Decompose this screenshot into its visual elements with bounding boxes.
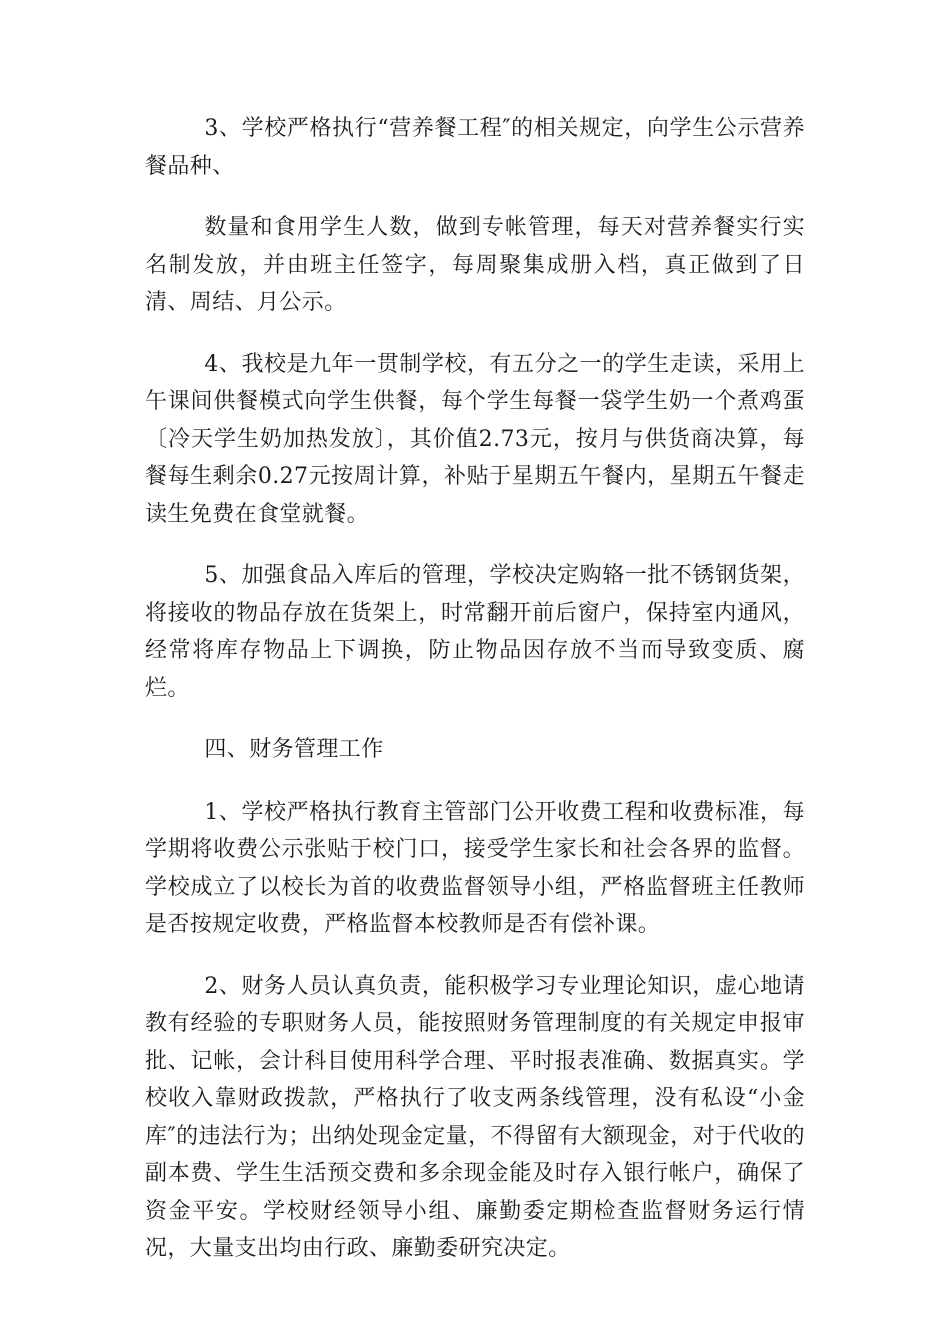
section-heading-finance: 四、财务管理工作 <box>204 737 384 762</box>
paragraph-item-4: 4、我校是九年一贯制学校，有五分之一的学生走读，采用上午课间供餐模式向学生供餐，每个学生每餐一袋学生奶一个煮鸡蛋〔冷天学生奶加热发放〕，其价值2.73元，按月与供货商决算，每餐每生剩余0.27元按周计算，补贴于星期五午餐内，星期五午餐走读生免费在食堂就餐。 <box>145 351 805 527</box>
paragraph-item-5: 5、加强食品入库后的管理，学校决定购辂一批不锈钢货架，将接收的物品存放在货架上，时常翻开前后窗户，保持室内通风，经常将库存物品上下调换，防止物品因存放不当而导致变质、腐烂。 <box>145 563 805 701</box>
paragraph-finance-2: 2、财务人员认真负责，能积极学习专业理论知识，虚心地请教有经验的专职财务人员，能按照财务管理制度的有关规定申报审批、记帐，会计科目使用科学合理、平时报表准确、数据真实。学校收入靠财政拨款，严格执行了收支两条线管理，没有私设“小金库″的违法行为；出纳处现金定量，不得留有大额现金，对于代收的副本费、学生生活预交费和多余现金能及时存入银行帐户，确保了资金平安。学校财经领导小组、廉勤委定期检查监督财务运行情况，大量支出均由行政、廉勤委研究决定。 <box>145 973 805 1261</box>
paragraph-item-3: 3、学校严格执行“营养餐工程″的相关规定，向学生公示营养餐品种、 <box>145 116 805 179</box>
paragraph-item-3-continued: 数量和食用学生人数，做到专帐管理，每天对营养餐实行实名制发放，并由班主任签字，每周聚集成册入档，真正做到了日清、周结、月公示。 <box>145 215 805 315</box>
paragraph-finance-1: 1、学校严格执行教育主管部门公开收费工程和收费标准，每学期将收费公示张贴于校门口，接受学生家长和社会各界的监督。学校成立了以校长为首的收费监督领导小组，严格监督班主任教师是否按规定收费，严格监督本校教师是否有偿补课。 <box>145 799 805 937</box>
document-body <box>145 110 805 1292</box>
